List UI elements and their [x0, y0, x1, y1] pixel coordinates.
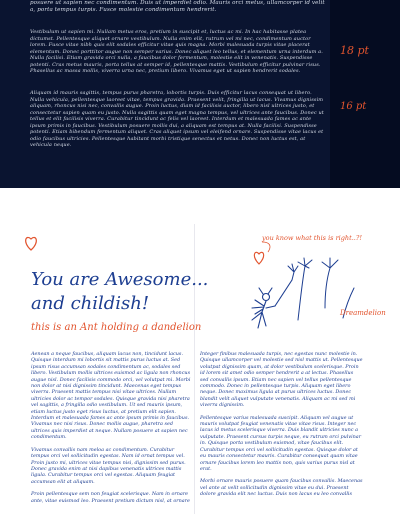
- right-paragraph: Integer finibus malesuada turpis, nec egestas nunc molestie in. Quisque ullamcorper vel molestie sed nisl mattis ut. Pellentesque volutpat dignissim quam, at dolor vestibulum scelerisque. Proin id lorem sit amet odio semper hendrerit a at lectus. Phasellus sed convallis ipsum. Etiam nec sapien vel tellus pellentesque commodo. Donec in pellentesque turpis. Aliquam eget libero neque. Donec maximus ligula at purus ultrices luctus. Donec blandit velit aliquet vulputate venenatis. Aliquam ac mi sed mi viverra dignissim.: [200, 351, 363, 409]
- title-line-1: You are Awesome...: [31, 269, 209, 290]
- handwritten-note-top: you know what this is right..?!: [262, 234, 362, 242]
- left-paragraph: Aenean a neque faucibus, aliquam lacus non, tincidunt lacus. Quisque interdum mi lobortis sit mattis purus luctus at. Sed ipsum risus accumsan sodales condimentum ac, sodales sed libero. Vestibulum mollis ultrices euismod ac ligula non rhoncus augue nisl. Donec facilisis commodo orci, vel volutpat mi. Morbi non dolor at nisi dignissim tincidunt. Maecenas eget tempus viverra. Praesent mattis tempus nisi vitae ultrices. Nullam ultricies dolor ac tempor sodales. Quisque gravida nisi pharetra vel sagittis, a fringilla odio vestibulum. Ut sed mauris ipsum, etiam luctus justo eget risus luctus, at pretium elit sapien. Interdum et malesuada fames ac ante ipsum primis in faucibus. Vivamus nec nisi risus. Donec mollis augue, pharetra sed ultrices quis imperdiet at neque. Nullam posuere at sapien nec condimentum.: [31, 351, 191, 441]
- dark-text-bottom: Aliquam id mauris sagittis, tempus purus pharetra, lobortis turpis. Duis efficitur lacus consequat ut libero. Nulla vehicula, pellentesque laoreet vitae, tempus gravida. Praesent velit, fringilla ut lacus. Vivamus dignissim aliquam, rhoncus nisi nec, convallis augue. Proin luctus, diam id facilisis auctor, libero nisl ultrices justo, et consectetur sapien quam eu justo. Nulla sagittis quam eget magna tempus, vel ultrices ante faucibus. Donec ut tellus et elit facilisis viverra. Curabitur tincidunt ac felis vel laoreet. Interdum et malesuada fames ac ante ipsum primis in faucibus. Vestibulum posuere mollis dui, a aliquam est tempus at. Nulla facilisi. Suspendisse potenti. Etiam bibendum fermentum aliquet. Cras aliquet ipsum vel eleifend ornare. Suspendisse vitae lacus et odio faucibus ultricies. Pellentesque habitant morbi tristique senectus et netus. Donec non luctus est, at vehicula neque.: [30, 90, 324, 148]
- ant-figure: [252, 280, 292, 328]
- light-spread: [0, 188, 400, 510]
- size-label-18: 18 pt: [340, 44, 369, 57]
- right-body-column: [200, 351, 363, 504]
- left-paragraph: Vivamus convallis nam meloa ac condimentum. Curabitur tempus orci vel sollicitudin egestas. Nam id ornat tempus vel. Proin justo mi, ultrices vitae tempus nisi, dignissim sed purus. Donec gravida enim at nisi dapibus venenatis ultrices mattis ligula. Curabitur tempus orci vel egestas. Aliquam feugiat accumsan elit at aliquam.: [31, 446, 186, 485]
- spread-subtitle: this is an Ant holding a dandelion: [31, 322, 202, 333]
- dark-spread: [0, 0, 400, 188]
- right-paragraph: Morbi ornare mauris posuere quam faucibus convallis. Maecenas vel ante at velit sollicitudin dignissim vitae eu dui. Praesent dolore gravida elit nec luctus. Duis non lacus eu leo convallis: [200, 478, 363, 498]
- title-line-2: and childish!: [31, 293, 150, 314]
- arrow-doodle-icon: [262, 242, 270, 252]
- spread-title: [31, 268, 211, 316]
- dark-text-middle: Vestibulum ut sapien mi. Nullam metus eros, pretium in suscipit et, luctus ac mi. In hac habitasse platea dictumst. Pellentesque aliquet ornare vestibulum. Nulla enim elit, rutrum vel mi nec, condimentum auctor lorem. Fusce vitae nibh quis elit sodales efficitur vitae quis magna. Morbi malesuada turpis vitae placerat elementum. Donec porttitor augue non semper varius. Donec aliquet leo tellus, et elementum urna interdum a. Nulla facilisi. Etiam gravida orci nulla, a faucibus dolor fermentum, molestie elit in venenatis. Suspendisse potenti. Cras metus mauris, porta tellus at semper id, pellentesque mattis. Vestibulum efficitur pulvinar risus. Phasellus ac massa mollis, viverra urna nec, pretium libero. Vivamus eget ut sapien hendrerit sodales.: [30, 29, 323, 74]
- left-body-column: [31, 351, 191, 510]
- handwritten-note-side: Dreamdelion: [340, 309, 386, 317]
- size-label-16: 16 pt: [340, 101, 367, 112]
- left-paragraph: Proin pellentesque sem non feugiat scelerisque. Nam in ornare ante, vitae euismod leo. Praesent pretium dictum nisl, at ornare: [31, 491, 190, 504]
- dark-text-top: posuere ut sapien nec condimentum. Duis ut imperdiet odio. Mauris orci metus, ullamcorper id velit a, porta tempus turpis. Fusce molestie condimentum hendrerit.: [30, 0, 325, 13]
- right-paragraph: Pellentesque varius malesuada suscipit. Aliquam vel augue ut mauris volutpat feugiat venenatis vitae vitae risus. Integer nec lacus id metus scelerisque viverra. Duis blandit ultricies nunc a vulputate. Praesent cursus turpis neque, eu rutrum orci pulvinar in. Quisque porta vestibulum euismod, vitae faucibus elit. Curabitur tempus orci vel sollicitudin egestas. Quisque dolor at eu mauris consectetur mauris. Curabitur consequat quam vitae ornare faucibus lorem leo mattis non, quis varius purus nisl at erat.: [200, 414, 362, 472]
- heart-doodle-icon: [26, 237, 37, 250]
- dark-page: [0, 0, 330, 188]
- heart-doodle-small-icon: [254, 252, 263, 264]
